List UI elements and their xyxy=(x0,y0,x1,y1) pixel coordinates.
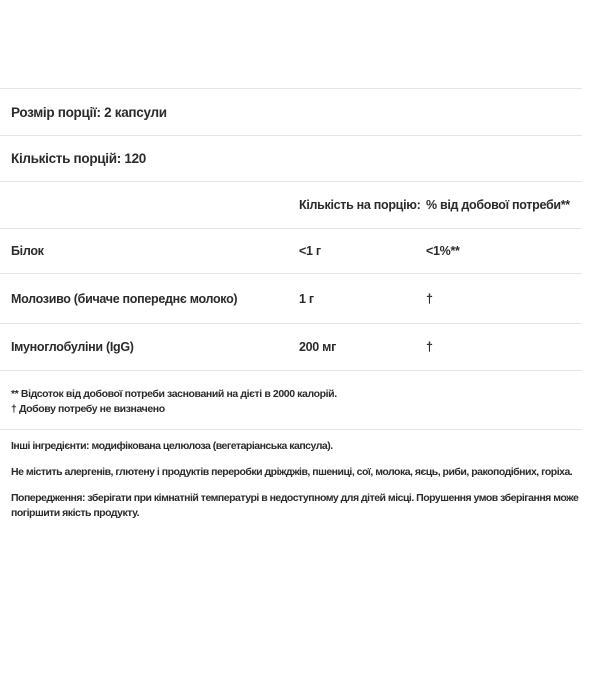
nutrient-name: Імуноглобуліни (IgG) xyxy=(11,340,134,354)
nutrient-amount: 1 г xyxy=(299,291,314,306)
serving-size-text: Розмір порції: 2 капсули xyxy=(11,104,167,120)
nutrient-amount: 200 мг xyxy=(299,340,336,354)
footnote-daily-value: ** Відсоток від добової потреби заснований на дієті в 2000 калорій. xyxy=(11,388,337,400)
supplement-label-page xyxy=(0,88,600,688)
nutrient-daily-value: <1%** xyxy=(426,244,460,258)
servings-count-text: Кількість порцій: 120 xyxy=(11,151,147,166)
warning-text: Попередження: зберігати при кімнатній температурі в недоступному для дітей місці. Порушення умов зберігання може погіршити якість продукту. xyxy=(11,492,579,519)
nutrient-name: Білок xyxy=(11,244,44,258)
nutrient-daily-value: † xyxy=(426,291,433,306)
serving-size-row xyxy=(0,89,582,136)
table-header-row xyxy=(0,182,582,229)
allergen-free-text: Не містить алергенів, глютену і продуктів переробки дріжджів, пшениці, сої, молока, яєць, риби, ракоподібних, горіха. xyxy=(11,466,573,478)
table-row-protein xyxy=(0,229,582,274)
col-header-daily-value: % від добової потреби** xyxy=(426,198,570,212)
nutrient-amount: <1 г xyxy=(299,244,321,258)
table-row-immunoglobulins xyxy=(0,324,582,371)
col-header-amount: Кількість на порцію: xyxy=(299,198,421,212)
table-row-colostrum xyxy=(0,274,582,324)
additional-info-section xyxy=(0,439,600,521)
footnotes-block xyxy=(0,371,582,430)
supplement-facts-table xyxy=(0,88,582,430)
nutrient-daily-value: † xyxy=(426,340,433,354)
servings-count-row xyxy=(0,136,582,182)
other-ingredients-text: Інші інгредієнти: модифікована целюлоза (вегетаріанська капсула). xyxy=(11,440,333,452)
nutrient-name: Молозиво (бичаче попереднє молоко) xyxy=(11,291,238,306)
footnote-dagger: † Добову потребу не визначено xyxy=(11,402,165,415)
